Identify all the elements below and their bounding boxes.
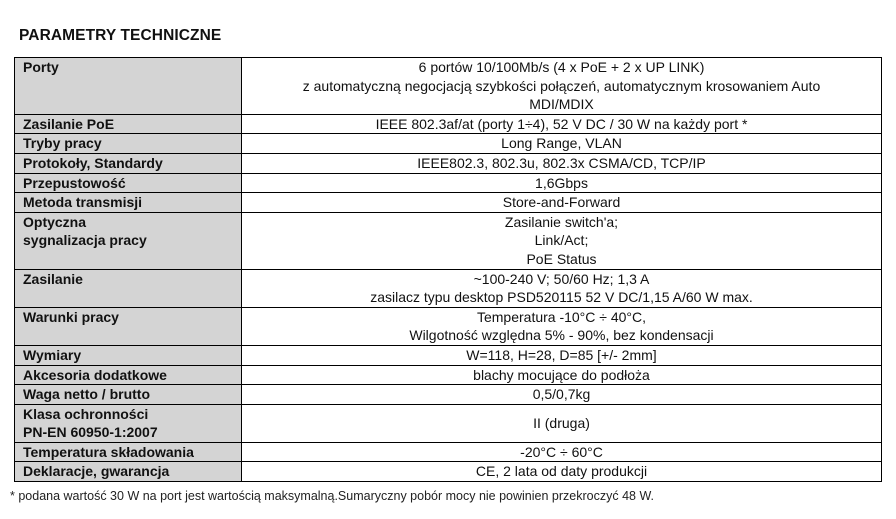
row-value-line: 6 portów 10/100Mb/s (4 x PoE + 2 x UP LINK)	[418, 59, 705, 75]
row-value	[242, 345, 882, 365]
page-title: PARAMETRY TECHNICZNE	[19, 27, 222, 44]
row-value	[242, 404, 882, 442]
row-label	[15, 173, 242, 193]
row-value-line: Zasilanie switch'a;	[504, 213, 619, 230]
row-value	[242, 385, 882, 405]
row-value-line: Store-and-Forward	[502, 194, 621, 211]
table-row	[15, 134, 882, 154]
row-label	[15, 134, 242, 154]
row-label-line: Metoda transmisji	[23, 194, 143, 211]
row-label-line: Warunki pracy	[23, 308, 119, 325]
row-value-line: IEEE802.3, 802.3u, 802.3x CSMA/CD, TCP/IP	[417, 154, 706, 171]
row-label	[15, 307, 242, 345]
spec-table-body	[15, 58, 882, 482]
row-value	[242, 212, 882, 269]
row-value	[242, 58, 882, 115]
row-value	[242, 173, 882, 193]
row-value-line: PoE Status	[526, 250, 597, 267]
row-value-line: Temperatura -10°C ÷ 40°C,	[476, 308, 647, 325]
row-value	[242, 307, 882, 345]
table-row	[15, 153, 882, 173]
row-label-line: sygnalizacja pracy	[23, 232, 147, 249]
table-row	[15, 365, 882, 385]
table-row	[15, 212, 882, 269]
row-value-line: CE, 2 lata od daty produkcji	[475, 463, 648, 480]
row-value	[242, 134, 882, 154]
table-row	[15, 442, 882, 462]
row-label	[15, 269, 242, 307]
row-label-line: Porty	[23, 59, 59, 75]
row-value-line: W=118, H=28, D=85 [+/- 2mm]	[466, 346, 657, 363]
row-value-line: z automatyczną negocjacją szybkości połączeń, automatycznym krosowaniem Auto	[302, 77, 821, 94]
row-label-line: Tryby pracy	[23, 135, 102, 152]
row-label-line: PN-EN 60950-1:2007	[23, 424, 158, 441]
row-label-line: Waga netto / brutto	[23, 386, 151, 403]
table-row	[15, 173, 882, 193]
row-value-line: Wilgotność względna 5% - 90%, bez kondensacji	[409, 327, 714, 344]
row-value	[242, 114, 882, 134]
row-label	[15, 58, 242, 115]
row-label	[15, 462, 242, 482]
row-value-line: Long Range, VLAN	[501, 135, 622, 152]
row-label-line: Temperatura składowania	[23, 443, 194, 460]
row-value	[242, 153, 882, 173]
table-row	[15, 345, 882, 365]
table-row	[15, 385, 882, 405]
row-label	[15, 404, 242, 442]
row-value	[242, 365, 882, 385]
row-label-line: Protokoły, Standardy	[23, 154, 163, 171]
row-label-line: Przepustowość	[23, 174, 126, 191]
spec-table	[14, 57, 882, 482]
table-row	[15, 307, 882, 345]
row-label-line: Akcesoria dodatkowe	[23, 366, 167, 383]
row-value-line: -20°C ÷ 60°C	[520, 443, 603, 460]
row-value	[242, 442, 882, 462]
row-value-line: 0,5/0,7kg	[532, 386, 591, 403]
table-row	[15, 114, 882, 134]
table-row	[15, 404, 882, 442]
row-label-line: Optyczna	[23, 213, 87, 230]
row-value-line: Link/Act;	[534, 232, 589, 249]
row-label	[15, 385, 242, 405]
row-label	[15, 365, 242, 385]
row-value	[242, 193, 882, 213]
table-row	[15, 462, 882, 482]
row-label	[15, 345, 242, 365]
row-label-line: Zasilanie PoE	[23, 115, 115, 132]
row-label-line: Deklaracje, gwarancja	[23, 463, 170, 480]
row-label	[15, 153, 242, 173]
row-label-line: Zasilanie	[23, 270, 83, 287]
row-label	[15, 114, 242, 134]
row-value-line: II (druga)	[533, 414, 590, 431]
row-value	[242, 462, 882, 482]
footnote: * podana wartość 30 W na port jest wartością maksymalną.Sumaryczny pobór mocy nie powinien przekroczyć 48 W.	[10, 489, 655, 503]
row-value-line: MDI/MDIX	[529, 96, 594, 113]
row-value-line: zasilacz typu desktop PSD520115 52 V DC/1,15 A/60 W max.	[370, 289, 753, 306]
row-value-line: blachy mocujące do podłoża	[473, 366, 650, 383]
table-row	[15, 58, 882, 115]
row-value-line: ~100-240 V; 50/60 Hz; 1,3 A	[473, 270, 650, 287]
row-label	[15, 193, 242, 213]
table-row	[15, 193, 882, 213]
row-label-line: Klasa ochronności	[23, 405, 149, 422]
row-value	[242, 269, 882, 307]
table-row	[15, 269, 882, 307]
row-label-line: Wymiary	[23, 346, 82, 363]
row-label	[15, 212, 242, 269]
row-value-line: IEEE 802.3af/at (porty 1÷4), 52 V DC / 30 W na każdy port *	[375, 115, 748, 132]
row-label	[15, 442, 242, 462]
row-value-line: 1,6Gbps	[535, 174, 588, 191]
